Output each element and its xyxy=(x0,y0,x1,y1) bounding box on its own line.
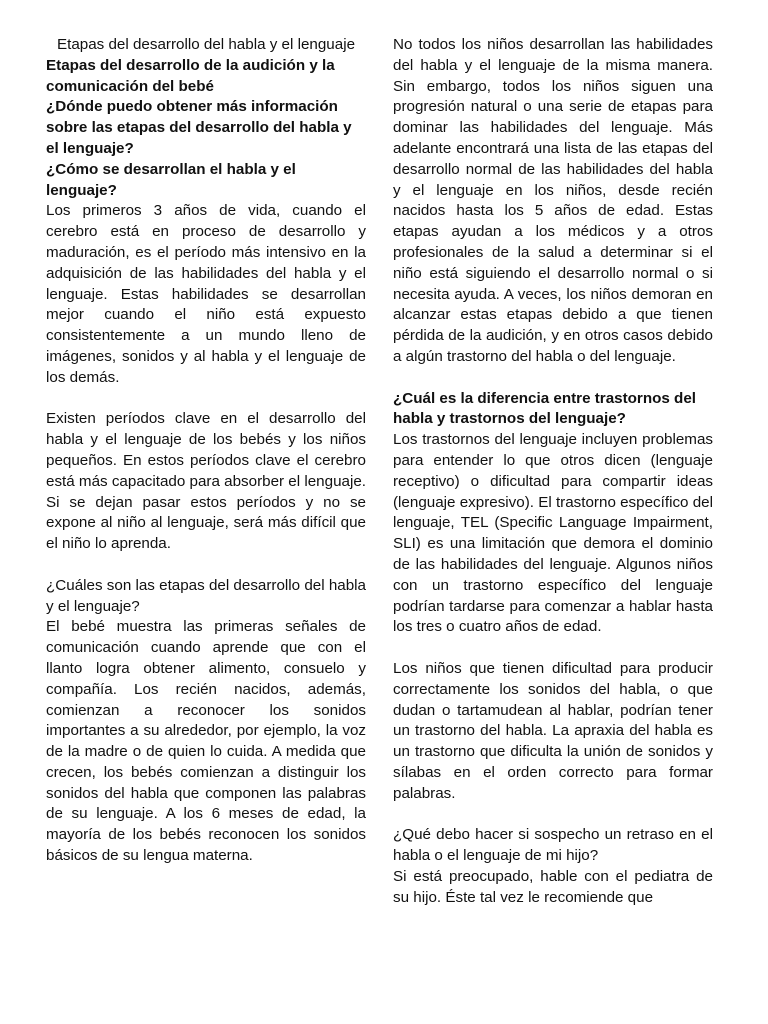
paragraph-periodos-clave: Existen períodos clave en el desarrollo del habla y el lenguaje de los bebés y los niños pequeños. En estos períodos clave el cerebro está más capacitado para absorber el lenguaje. Si se dejan pasar estos períodos y no se expone al niño al lenguaje, será más difícil que el niño lo aprenda. xyxy=(46,410,366,553)
paragraph-gap xyxy=(46,389,366,410)
right-column xyxy=(393,35,713,908)
paragraph-gap xyxy=(393,638,713,659)
paragraph-primeras-senales: El bebé muestra las primeras señales de comunicación cuando aprende que con el llanto logra obtener alimento, consuelo y compañía. Los recién nacidos, además, comienzan a reconocer los sonidos importantes a su alrededor, por ejemplo, la voz de la madre o de quien lo cuida. A medida que crecen, los bebés comienzan a distinguir los sonidos del habla que componen las palabras de su lenguaje. A los 6 meses de edad, la mayoría de los bebés reconocen los sonidos básicos de su lengua materna. xyxy=(46,618,366,865)
heading-como-se-desarrollan: ¿Cómo se desarrollan el habla y el lenguaje? xyxy=(46,160,296,199)
question-etapas: ¿Cuáles son las etapas del desarrollo del habla y el lenguaje? xyxy=(46,576,366,615)
paragraph-pediatra: Si está preocupado, hable con el pediatra de su hijo. Éste tal vez le recomiende que xyxy=(393,867,713,906)
heading-audicion: Etapas del desarrollo de la audición y la comunicación del bebé xyxy=(46,56,335,95)
paragraph-gap xyxy=(46,555,366,576)
paragraph-trastorno-habla: Los niños que tienen dificultad para producir correctamente los sonidos del habla, o que dudan o tartamudean al hablar, podrían tener un trastorno del habla. La apraxia del habla es un trastorno que dificulta la unión de sonidos y sílabas en el orden correcto para formar palabras. xyxy=(393,659,713,802)
document-title: Etapas del desarrollo del habla y el lenguaje xyxy=(56,36,356,53)
paragraph-no-todos: No todos los niños desarrollan las habilidades del habla y el lenguaje de la misma manera. Sin embargo, todos los niños siguen una progresión natural o una serie de etapas para dominar las habilidades del lenguaje. Más adelante encontrará una lista de las etapas del desarrollo normal de las habilidades del habla y el lenguaje en los niños, desde recién nacidos hasta los 5 años de edad. Estas etapas ayudan a los médicos y a otros profesionales de la salud a determinar si el niño está siguiendo el desarrollo normal o si necesita ayuda. A veces, los niños demoran en alcanzar estas etapas debido a que tienen pérdida de la audición, y en otros casos debido a algún trastorno del habla o del lenguaje. xyxy=(393,36,713,365)
left-column xyxy=(46,35,366,867)
paragraph-primeros-anos: Los primeros 3 años de vida, cuando el cerebro está en proceso de desarrollo y maduración, es el período más intensivo en la adquisición de las habilidades del habla y el lenguaje. Estas habilidades se desarrollan mejor cuando el niño está expuesto consistentemente a un mundo lleno de imágenes, sonidos y al habla y el lenguaje de los demás. xyxy=(46,202,366,386)
paragraph-trastornos-lenguaje: Los trastornos del lenguaje incluyen problemas para entender lo que otros dicen (lenguaje receptivo) o dificultad para compartir ideas (lenguaje expresivo). El trastorno específico del lenguaje, TEL (Specific Language Impairment, SLI) es una limitación que demora el dominio de las habilidades del lenguaje. Algunos niños con un trastorno específico del lenguaje podrían tardarse para comenzar a hablar hasta los tres o cuatro años de edad. xyxy=(393,431,713,636)
heading-diferencia-trastornos: ¿Cuál es la diferencia entre trastornos del habla y trastornos del lenguaje? xyxy=(393,389,697,428)
paragraph-gap xyxy=(393,368,713,389)
paragraph-gap xyxy=(393,804,713,825)
heading-mas-informacion: ¿Dónde puedo obtener más información sobre las etapas del desarrollo del habla y el lenguaje? xyxy=(46,98,352,157)
question-retraso: ¿Qué debo hacer si sospecho un retraso en el habla o el lenguaje de mi hijo? xyxy=(393,826,713,865)
